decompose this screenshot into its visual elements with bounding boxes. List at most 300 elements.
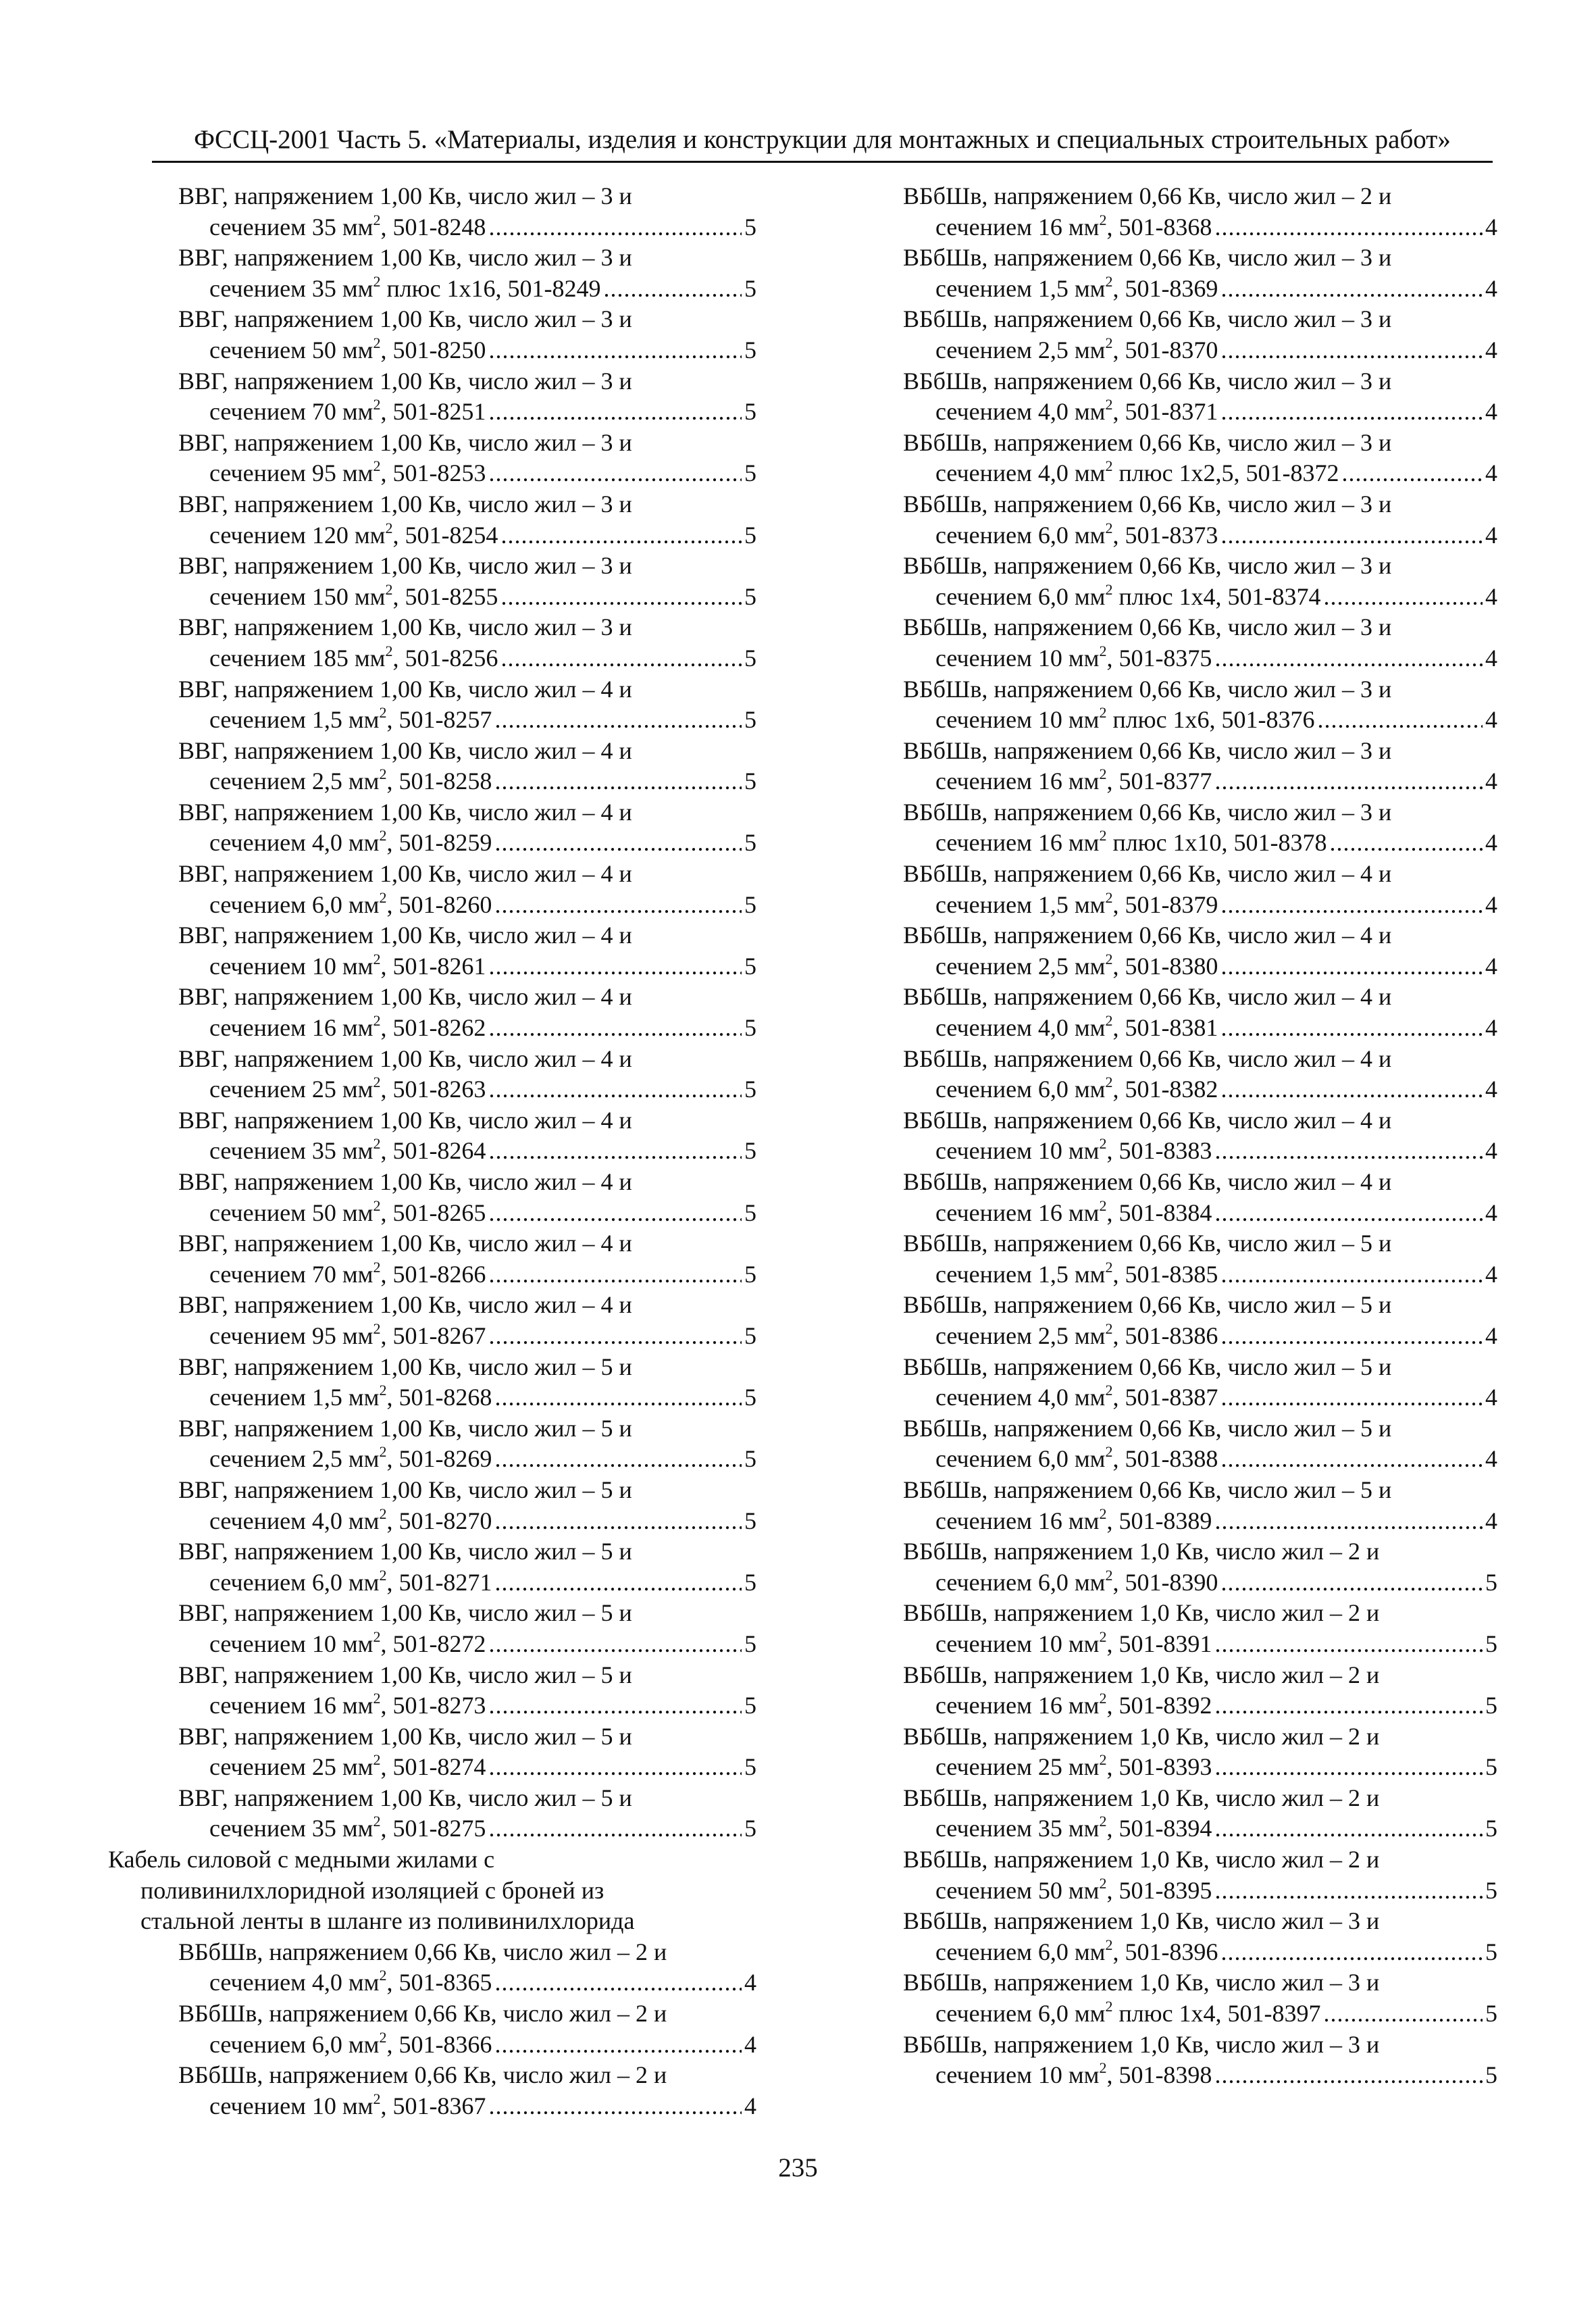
entry-section-prefix: сечением 2,5 мм	[209, 1445, 380, 1473]
entry-code: , 501-8390	[1112, 1568, 1218, 1596]
index-entry	[108, 2060, 756, 2121]
entry-section-text	[209, 766, 492, 797]
entry-code: , 501-8248	[380, 213, 486, 241]
entry-superscript: 2	[379, 765, 387, 783]
entry-superscript: 2	[379, 1505, 387, 1522]
entry-description: ВБбШв, напряжением 1,0 Кв, число жил – 2 и	[903, 1538, 1380, 1565]
entry-section-prefix: сечением 10 мм	[209, 1630, 374, 1657]
entry-superscript: 2	[1105, 334, 1113, 351]
entry-section-text	[935, 1444, 1218, 1475]
entry-section-prefix: сечением 4,0 мм	[935, 1014, 1106, 1042]
entry-code: , 501-8381	[1112, 1014, 1218, 1042]
entry-description: ВБбШв, напряжением 0,66 Кв, число жил – 5 и	[903, 1414, 1392, 1442]
entry-page-ref: 4	[1485, 521, 1497, 549]
dot-leader	[1214, 1506, 1483, 1537]
entry-code: , 501-8274	[380, 1753, 486, 1781]
entry-description: ВБбШв, напряжением 0,66 Кв, число жил – 4 и	[903, 860, 1392, 888]
entry-description: ВБбШв, напряжением 0,66 Кв, число жил – 4 и	[903, 922, 1392, 949]
entry-page-ref: 4	[1485, 890, 1497, 918]
right-column	[903, 181, 1497, 2091]
entry-page-ref: 5	[744, 1076, 756, 1103]
entry-section-prefix: сечением 10 мм	[209, 2092, 374, 2119]
dot-leader	[1220, 1444, 1483, 1475]
entry-detail-line	[903, 582, 1497, 613]
index-entry	[108, 1660, 756, 1721]
entry-description: ВБбШв, напряжением 1,0 Кв, число жил – 2 и	[903, 1784, 1380, 1811]
index-entry	[108, 366, 756, 428]
entry-detail-line	[903, 1198, 1497, 1229]
entry-section-text	[209, 520, 498, 551]
entry-section-text	[935, 2060, 1212, 2091]
entry-detail-line	[108, 520, 756, 551]
entry-detail-line	[903, 1752, 1497, 1783]
entry-page-ref: 5	[744, 1322, 756, 1349]
entry-description: ВБбШв, напряжением 0,66 Кв, число жил – 5 и	[903, 1353, 1392, 1380]
entry-description: ВБбШв, напряжением 1,0 Кв, число жил – 3 и	[903, 2030, 1380, 2058]
entry-section-prefix: сечением 50 мм	[209, 1199, 374, 1226]
entry-detail-line	[108, 1967, 756, 1998]
entry-section-text	[209, 890, 492, 921]
entry-code: , 501-8375	[1106, 644, 1212, 672]
entry-description: ВБбШв, напряжением 0,66 Кв, число жил – 3 и	[903, 490, 1392, 518]
entry-superscript: 2	[373, 1751, 381, 1769]
entry-section-prefix: сечением 10 мм	[935, 706, 1100, 734]
entry-section-text	[935, 212, 1212, 243]
entry-section-text	[209, 1136, 486, 1167]
entry-superscript: 2	[1105, 1012, 1113, 1030]
entry-description: ВБбШв, напряжением 0,66 Кв, число жил – 3 и	[903, 428, 1392, 456]
entry-code: , 501-8260	[386, 890, 492, 918]
entry-code: , 501-8398	[1106, 2061, 1212, 2089]
header-rule	[152, 161, 1493, 163]
entry-page-ref: 4	[1485, 274, 1497, 302]
index-entry	[903, 428, 1497, 489]
dot-leader	[494, 2030, 742, 2061]
index-entry	[903, 1105, 1497, 1167]
entry-superscript: 2	[1099, 765, 1107, 783]
entry-page-ref: 4	[1485, 829, 1497, 857]
left-entry-list-vbbshv	[108, 1937, 756, 2122]
entry-section-prefix: сечением 6,0 мм	[935, 582, 1106, 610]
entry-section-prefix: сечением 120 мм	[209, 521, 386, 549]
dot-leader	[1324, 582, 1483, 613]
dot-leader	[1220, 1567, 1483, 1599]
index-entry	[108, 674, 756, 736]
entry-page-ref: 4	[1485, 1137, 1497, 1165]
index-entry	[903, 797, 1497, 859]
dot-leader	[488, 1136, 742, 1167]
dot-leader	[500, 520, 742, 551]
entry-superscript: 2	[373, 211, 381, 228]
entry-superscript: 2	[1099, 704, 1107, 722]
entry-superscript: 2	[373, 1012, 381, 1030]
dot-leader	[1214, 1198, 1483, 1229]
entry-code: , 501-8261	[380, 952, 486, 980]
entry-detail-line	[903, 1567, 1497, 1599]
entry-page-ref: 5	[744, 398, 756, 426]
index-entry	[903, 1413, 1497, 1475]
index-entry	[108, 1290, 756, 1351]
entry-detail-line	[108, 2030, 756, 2061]
entry-section-text	[209, 1321, 486, 1352]
entry-code: , 501-8373	[1112, 521, 1218, 549]
entry-code: , 501-8394	[1106, 1815, 1212, 1842]
entry-code: , 501-8377	[1106, 768, 1212, 795]
entry-page-ref: 4	[1485, 1322, 1497, 1349]
dot-leader	[494, 828, 742, 859]
entry-page-ref: 4	[1485, 1445, 1497, 1473]
entry-detail-line	[108, 1444, 756, 1475]
index-entry	[903, 1475, 1497, 1536]
left-entry-list-vvg	[108, 181, 756, 1844]
entry-superscript: 2	[385, 519, 393, 536]
dot-leader	[1220, 520, 1483, 551]
entry-section-text	[935, 1937, 1218, 1968]
entry-section-prefix: сечением 6,0 мм	[209, 890, 380, 918]
entry-code: , 501-8258	[386, 768, 492, 795]
entry-superscript: 2	[373, 1197, 381, 1214]
entry-detail-line	[108, 1629, 756, 1660]
entry-detail-line	[108, 766, 756, 797]
dot-leader	[1214, 1629, 1483, 1660]
entry-superscript: 2	[379, 1967, 387, 1984]
dot-leader	[1220, 274, 1483, 305]
entry-detail-line	[903, 828, 1497, 859]
entry-description: ВВГ, напряжением 1,00 Кв, число жил – 4 и	[178, 1230, 632, 1257]
entry-superscript: 2	[379, 1443, 387, 1461]
entry-code: , 501-8269	[386, 1445, 492, 1473]
entry-superscript: 2	[1105, 1258, 1113, 1276]
entry-section-text	[935, 1629, 1212, 1660]
entry-section-text	[935, 1876, 1212, 1907]
entry-description: ВВГ, напряжением 1,00 Кв, число жил – 5 и	[178, 1661, 632, 1688]
entry-page-ref: 4	[1485, 1014, 1497, 1042]
index-entry	[108, 1352, 756, 1413]
entry-page-ref: 5	[1485, 1753, 1497, 1781]
entry-detail-line	[903, 951, 1497, 982]
entry-code: , 501-8379	[1112, 890, 1218, 918]
entry-superscript: 2	[1105, 1382, 1113, 1399]
page-number: 235	[778, 2153, 818, 2182]
entry-page-ref: 5	[1485, 2000, 1497, 2028]
entry-code: , 501-8388	[1112, 1445, 1218, 1473]
entry-detail-line	[108, 1259, 756, 1290]
index-entry	[108, 920, 756, 982]
entry-section-text	[209, 1506, 492, 1537]
entry-description: ВБбШв, напряжением 0,66 Кв, число жил – 2 и	[178, 1938, 667, 1965]
entry-page-ref: 4	[1485, 1384, 1497, 1411]
entry-description: ВБбШв, напряжением 0,66 Кв, число жил – 3 и	[903, 552, 1392, 580]
entry-section-text	[935, 458, 1339, 489]
entry-superscript: 2	[1099, 1135, 1107, 1153]
dot-leader	[1220, 1321, 1483, 1352]
entry-section-prefix: сечением 10 мм	[935, 1137, 1100, 1165]
entry-section-prefix: сечением 10 мм	[935, 2061, 1100, 2089]
entry-section-text	[209, 458, 486, 489]
entry-description: ВВГ, напряжением 1,00 Кв, число жил – 5 и	[178, 1414, 632, 1442]
entry-superscript: 2	[1099, 1690, 1107, 1707]
entry-description: ВВГ, напряжением 1,00 Кв, число жил – 4 и	[178, 798, 632, 826]
dot-leader	[488, 1813, 742, 1844]
entry-description: ВБбШв, напряжением 0,66 Кв, число жил – 4 и	[903, 983, 1392, 1011]
entry-detail-line	[903, 1444, 1497, 1475]
entry-page-ref: 5	[744, 521, 756, 549]
index-entry	[903, 920, 1497, 982]
entry-code: плюс 1х2,5, 501-8372	[1112, 459, 1339, 487]
dot-leader	[1318, 705, 1483, 736]
index-entry	[108, 551, 756, 612]
entry-page-ref: 5	[744, 582, 756, 610]
index-entry	[108, 982, 756, 1043]
dot-leader	[488, 397, 742, 428]
entry-detail-line	[903, 1629, 1497, 1660]
entry-description: ВВГ, напряжением 1,00 Кв, число жил – 4 и	[178, 1106, 632, 1134]
entry-code: , 501-8369	[1112, 274, 1218, 302]
left-column	[108, 181, 756, 2121]
entry-detail-line	[903, 274, 1497, 305]
dot-leader	[1220, 1074, 1483, 1105]
dot-leader	[494, 1506, 742, 1537]
entry-section-text	[935, 1198, 1212, 1229]
dot-leader	[1220, 1937, 1483, 1968]
entry-description: ВБбШв, напряжением 0,66 Кв, число жил – 5 и	[903, 1230, 1392, 1257]
entry-section-prefix: сечением 16 мм	[935, 213, 1100, 241]
entry-description: ВБбШв, напряжением 1,0 Кв, число жил – 2 и	[903, 1846, 1380, 1873]
entry-superscript: 2	[379, 888, 387, 906]
entry-detail-line	[903, 1013, 1497, 1044]
entry-section-text	[209, 1690, 486, 1721]
entry-code: , 501-8389	[1106, 1507, 1212, 1534]
dot-leader	[1330, 828, 1483, 859]
dot-leader	[1220, 1013, 1483, 1044]
index-entry	[903, 551, 1497, 612]
entry-description: ВВГ, напряжением 1,00 Кв, число жил – 3 и	[178, 367, 632, 395]
entry-section-prefix: сечением 16 мм	[935, 1692, 1100, 1719]
entry-section-text	[209, 1074, 486, 1105]
dot-leader	[488, 1321, 742, 1352]
entry-section-text	[209, 828, 492, 859]
entry-description: ВБбШв, напряжением 0,66 Кв, число жил – 3 и	[903, 367, 1392, 395]
entry-superscript: 2	[385, 580, 393, 598]
section-heading-line: поливинилхлоридной изоляцией с броней из	[140, 1876, 604, 1904]
entry-detail-line	[108, 458, 756, 489]
dot-leader	[494, 1382, 742, 1413]
entry-section-prefix: сечением 35 мм	[209, 1815, 374, 1842]
entry-description: ВБбШв, напряжением 0,66 Кв, число жил – 4 и	[903, 1168, 1392, 1195]
dot-leader	[1342, 458, 1483, 489]
index-entry	[108, 1044, 756, 1105]
entry-description: ВВГ, напряжением 1,00 Кв, число жил – 4 и	[178, 983, 632, 1011]
entry-code: плюс 1х16, 501-8249	[380, 274, 601, 302]
entry-section-prefix: сечением 50 мм	[935, 1876, 1100, 1904]
entry-superscript: 2	[379, 1566, 387, 1584]
entry-code: , 501-8263	[380, 1076, 486, 1103]
index-entry	[903, 736, 1497, 797]
dot-leader	[488, 1629, 742, 1660]
entry-section-prefix: сечением 6,0 мм	[935, 1568, 1106, 1596]
entry-superscript: 2	[1105, 1998, 1113, 2015]
entry-section-prefix: сечением 16 мм	[209, 1014, 374, 1042]
entry-detail-line	[903, 1074, 1497, 1105]
entry-detail-line	[108, 1813, 756, 1844]
index-entry	[903, 1721, 1497, 1783]
entry-detail-line	[903, 458, 1497, 489]
entry-detail-line	[903, 520, 1497, 551]
entry-code: , 501-8254	[392, 521, 498, 549]
entry-page-ref: 5	[744, 1445, 756, 1473]
entry-page-ref: 5	[744, 1568, 756, 1596]
entry-section-prefix: сечением 6,0 мм	[209, 2030, 380, 2058]
entry-detail-line	[108, 212, 756, 243]
entry-section-text	[209, 582, 498, 613]
index-entry	[108, 181, 756, 243]
entry-section-text	[209, 2091, 486, 2122]
entry-section-prefix: сечением 25 мм	[209, 1753, 374, 1781]
entry-section-prefix: сечением 6,0 мм	[935, 1076, 1106, 1103]
entry-description: ВВГ, напряжением 1,00 Кв, число жил – 4 и	[178, 1291, 632, 1319]
entry-code: , 501-8267	[380, 1322, 486, 1349]
entry-page-ref: 5	[744, 768, 756, 795]
entry-detail-line	[903, 397, 1497, 428]
entry-section-prefix: сечением 2,5 мм	[935, 952, 1106, 980]
index-entry	[903, 489, 1497, 551]
entry-section-prefix: сечением 4,0 мм	[209, 1969, 380, 1996]
entry-detail-line	[108, 1752, 756, 1783]
entry-superscript: 2	[373, 272, 381, 290]
dot-leader	[1214, 766, 1483, 797]
index-entry	[903, 859, 1497, 920]
entry-superscript: 2	[379, 827, 387, 845]
entry-code: , 501-8253	[380, 459, 486, 487]
entry-page-ref: 4	[1485, 644, 1497, 672]
entry-superscript: 2	[1105, 1443, 1113, 1461]
entry-section-prefix: сечением 185 мм	[209, 644, 386, 672]
dot-leader	[1214, 643, 1483, 674]
entry-section-prefix: сечением 95 мм	[209, 1322, 374, 1349]
entry-section-text	[209, 1382, 492, 1413]
dot-leader	[494, 766, 742, 797]
entry-superscript: 2	[379, 704, 387, 722]
entry-section-prefix: сечением 2,5 мм	[935, 336, 1106, 363]
entry-section-text	[935, 520, 1218, 551]
index-entry	[108, 243, 756, 304]
entry-description: ВВГ, напряжением 1,00 Кв, число жил – 5 и	[178, 1353, 632, 1380]
entry-description: ВВГ, напряжением 1,00 Кв, число жил – 4 и	[178, 1168, 632, 1195]
entry-detail-line	[108, 274, 756, 305]
entry-page-ref: 5	[744, 952, 756, 980]
entry-code: , 501-8393	[1106, 1753, 1212, 1781]
entry-page-ref: 5	[1485, 1815, 1497, 1842]
index-entry	[903, 1352, 1497, 1413]
entry-section-text	[209, 1629, 486, 1660]
dot-leader	[1214, 1690, 1483, 1721]
entry-superscript: 2	[385, 642, 393, 659]
entry-description: ВВГ, напряжением 1,00 Кв, число жил – 3 и	[178, 613, 632, 641]
entry-section-text	[935, 582, 1321, 613]
entry-section-prefix: сечением 1,5 мм	[209, 706, 380, 734]
entry-section-prefix: сечением 25 мм	[209, 1076, 374, 1103]
dot-leader	[1214, 2060, 1483, 2091]
entry-section-text	[935, 828, 1327, 859]
index-entry	[108, 797, 756, 859]
index-entry	[903, 1536, 1497, 1598]
dot-leader	[494, 1967, 742, 1998]
entry-detail-line	[108, 1321, 756, 1352]
dot-leader	[494, 705, 742, 736]
entry-page-ref: 5	[744, 1507, 756, 1534]
entry-section-prefix: сечением 6,0 мм	[935, 2000, 1106, 2028]
entry-description: ВВГ, напряжением 1,00 Кв, число жил – 3 и	[178, 182, 632, 209]
right-entry-list-vbbshv	[903, 181, 1497, 2091]
entry-section-prefix: сечением 6,0 мм	[935, 1938, 1106, 1965]
entry-section-prefix: сечением 4,0 мм	[935, 1384, 1106, 1411]
entry-section-text	[935, 1321, 1218, 1352]
entry-code: плюс 1х4, 501-8374	[1112, 582, 1321, 610]
entry-page-ref: 4	[1485, 459, 1497, 487]
entry-superscript: 2	[373, 1628, 381, 1645]
entry-code: , 501-8272	[380, 1630, 486, 1657]
entry-description: ВВГ, напряжением 1,00 Кв, число жил – 5 и	[178, 1784, 632, 1811]
entry-detail-line	[903, 1259, 1497, 1290]
entry-section-prefix: сечением 16 мм	[935, 1199, 1100, 1226]
entry-superscript: 2	[1099, 1628, 1107, 1645]
entry-page-ref: 5	[1485, 1876, 1497, 1904]
entry-detail-line	[903, 643, 1497, 674]
entry-description: ВБбШв, напряжением 0,66 Кв, число жил – 5 и	[903, 1291, 1392, 1319]
entry-superscript: 2	[373, 1074, 381, 1091]
entry-description: ВБбШв, напряжением 0,66 Кв, число жил – 3 и	[903, 613, 1392, 641]
entry-description: ВБбШв, напряжением 0,66 Кв, число жил – 3 и	[903, 305, 1392, 333]
entry-section-prefix: сечением 6,0 мм	[209, 1568, 380, 1596]
entry-detail-line	[903, 766, 1497, 797]
entry-code: , 501-8262	[380, 1014, 486, 1042]
dot-leader	[500, 643, 742, 674]
entry-detail-line	[108, 1198, 756, 1229]
entry-page-ref: 5	[744, 1014, 756, 1042]
entry-code: , 501-8380	[1112, 952, 1218, 980]
entry-detail-line	[108, 1136, 756, 1167]
entry-section-text	[209, 2030, 492, 2061]
entry-section-text	[935, 1752, 1212, 1783]
index-entry	[903, 1967, 1497, 2029]
dot-leader	[488, 335, 742, 366]
entry-section-prefix: сечением 35 мм	[209, 274, 374, 302]
index-entry	[903, 1290, 1497, 1351]
entry-page-ref: 5	[1485, 2061, 1497, 2089]
dot-leader	[488, 458, 742, 489]
index-entry	[903, 1598, 1497, 1659]
entry-code: , 501-8275	[380, 1815, 486, 1842]
entry-code: , 501-8367	[380, 2092, 486, 2119]
index-entry	[903, 982, 1497, 1043]
entry-section-text	[209, 1813, 486, 1844]
entry-description: ВВГ, напряжением 1,00 Кв, число жил – 4 и	[178, 736, 632, 764]
entry-code: , 501-8365	[386, 1969, 492, 1996]
entry-section-prefix: сечением 2,5 мм	[209, 768, 380, 795]
index-entry	[903, 1167, 1497, 1228]
entry-superscript: 2	[373, 1690, 381, 1707]
entry-superscript: 2	[1105, 457, 1113, 475]
entry-section-text	[209, 1752, 486, 1783]
entry-code: , 501-8273	[380, 1692, 486, 1719]
index-entry	[903, 1660, 1497, 1721]
entry-detail-line	[903, 1506, 1497, 1537]
entry-detail-line	[108, 1382, 756, 1413]
entry-detail-line	[903, 212, 1497, 243]
entry-description: ВВГ, напряжением 1,00 Кв, число жил – 4 и	[178, 860, 632, 888]
entry-page-ref: 5	[744, 829, 756, 857]
dot-leader	[488, 1259, 742, 1290]
